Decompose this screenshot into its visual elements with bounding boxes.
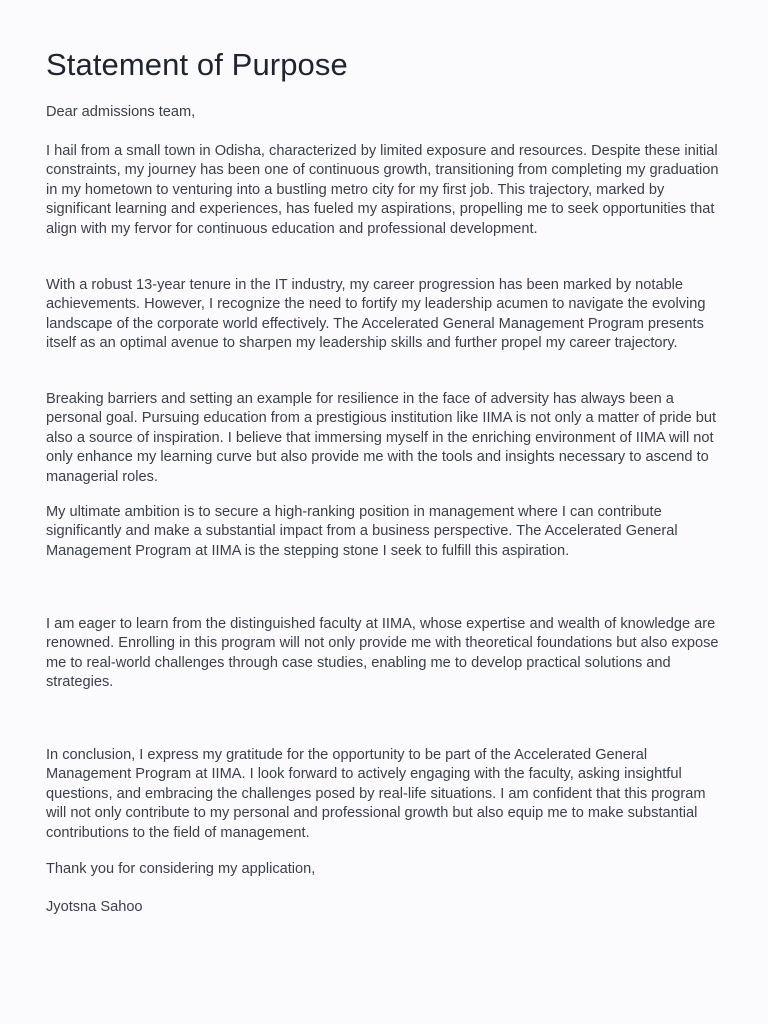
page-title: Statement of Purpose — [46, 47, 348, 82]
paragraph-motivation: Breaking barriers and setting an example for resilience in the face of adversity has always been a personal goal. Pursuing education from a prestigious institution like IIMA is not only a matter of pride but also a source of inspiration. I believe that immersing myself in the enriching environment of IIMA will not only enhance my learning curve but also provide me with the tools and insights necessary to ascend to managerial roles. — [46, 391, 717, 485]
paragraph-faculty: I am eager to learn from the distinguished faculty at IIMA, whose expertise and wealth of knowledge are renowned. Enrolling in this program will not only provide me with theoretical foundations but also expose me to real-world challenges through case studies, enabling me to develop practical solutions and strategies. — [46, 616, 719, 691]
paragraph-ambition: My ultimate ambition is to secure a high-ranking position in management where I can contribute significantly and make a substantial impact from a business perspective. The Accelerated General Management Program at IIMA is the stepping stone I seek to fulfill this aspiration. — [46, 504, 678, 559]
signature: Jyotsna Sahoo — [46, 899, 143, 915]
paragraph-career: With a robust 13-year tenure in the IT industry, my career progression has been marked by notable achievements. However, I recognize the need to fortify my leadership acumen to navigate the evolving landscape of the corporate world effectively. The Accelerated General Management Program presents itself as an optimal avenue to sharpen my leadership skills and further propel my career trajectory. — [46, 277, 706, 352]
paragraph-conclusion: In conclusion, I express my gratitude for the opportunity to be part of the Accelerated General Management Program at IIMA. I look forward to actively engaging with the faculty, asking insightful questions, and embracing the challenges posed by real-life situations. I am confident that this program will not only contribute to my personal and professional growth but also equip me to make substantial contributions to the field of management. — [46, 747, 706, 841]
paragraph-background: I hail from a small town in Odisha, characterized by limited exposure and resources. Despite these initial constraints, my journey has been one of continuous growth, transitioning from completing my graduation in my hometown to venturing into a bustling metro city for my first job. This trajectory, marked by significant learning and experiences, has fueled my aspirations, propelling me to seek opportunities that align with my fervor for continuous education and professional development. — [46, 143, 719, 237]
greeting: Dear admissions team, — [46, 104, 196, 120]
closing-line: Thank you for considering my application, — [46, 861, 316, 877]
